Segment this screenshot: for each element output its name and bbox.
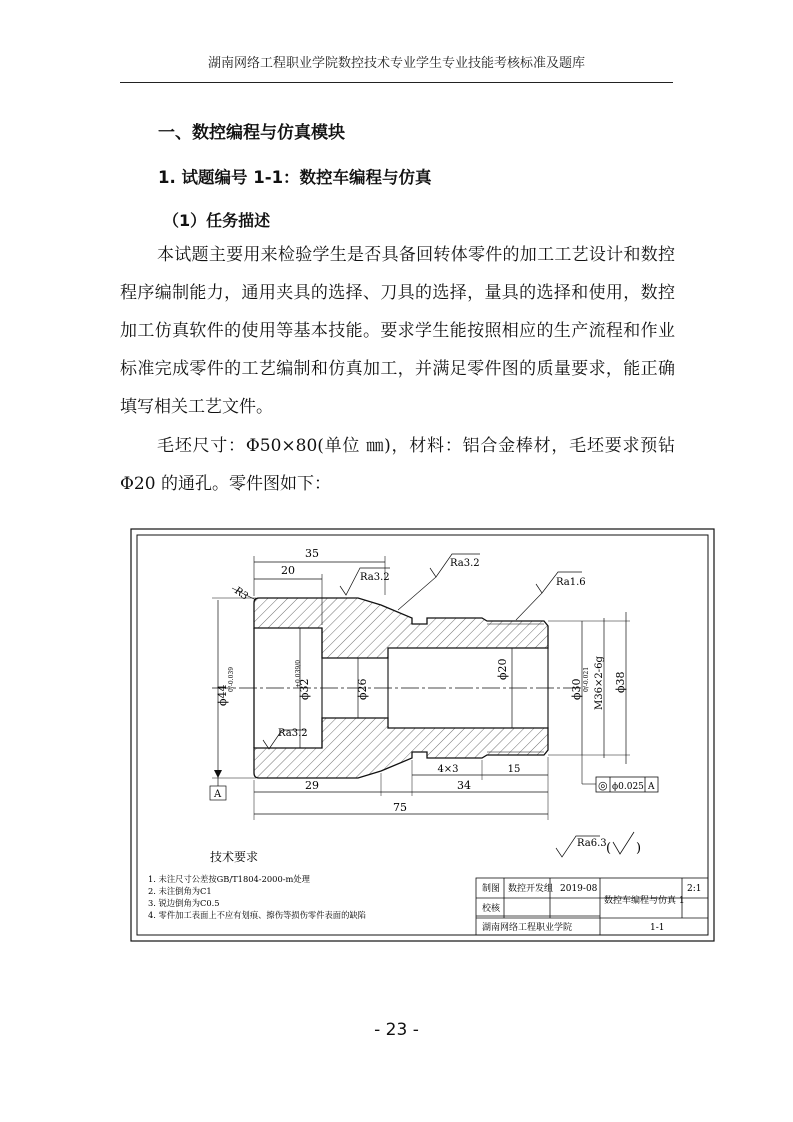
tech-req-title: 技术要求 <box>210 850 259 864</box>
module-heading: 一、数控编程与仿真模块 <box>158 123 345 143</box>
question-heading: 1. 试题编号 1-1：数控车编程与仿真 <box>158 168 432 187</box>
title-block-draw-label: 制图 <box>482 884 501 894</box>
roughness-leader-right <box>516 593 542 620</box>
title-block-date: 2019-08 <box>560 884 598 894</box>
dim-phi20-text: ϕ20 <box>496 658 509 680</box>
title-block-scale: 2:1 <box>687 884 702 894</box>
running-header: 湖南网络工程职业学院数控技术专业学生专业技能考核标准及题库 <box>207 56 585 71</box>
dim-phi30-text: ϕ30 <box>570 678 583 700</box>
header-rule <box>120 82 673 83</box>
title-block-check-label: 校核 <box>482 904 501 914</box>
dim-phi30-tol: 0/-0.021 <box>583 666 590 692</box>
dim-15-text: 15 <box>507 764 521 775</box>
blank-size-paragraph: 毛坯尺寸：Φ50×80(单位 ㎜)，材料：铝合金棒材，毛坯要求预钻Φ20 的通孔。零件图如下： <box>120 436 675 494</box>
tech-req-item-1: 1. 未注尺寸公差按GB/T1804-2000-m处理 <box>148 874 310 884</box>
datum-triangle <box>214 770 222 778</box>
title-block-school: 湖南网络工程职业学院 <box>482 923 573 933</box>
roughness-text-top-left: Ra3.2 <box>360 572 390 583</box>
general-roughness-paren-close: ) <box>636 841 642 856</box>
dim-phi38-text: ϕ38 <box>614 671 627 693</box>
task-description-paragraph: 本试题主要用来检验学生是否具备回转体零件的加工工艺设计和数控程序编制能力，通用夹具的选择、刀具的选择，量具的选择和使用，数控加工仿真软件的使用等基本技能。要求学生能按照相应的生产流程和作业标准完成零件的工艺编制和仿真加工，并满足零件图的质量要求，能正确填写相关工艺文件。 <box>120 245 675 417</box>
roughness-text-top-mid: Ra3.2 <box>450 558 480 569</box>
general-roughness-text: Ra6.3 <box>577 838 607 849</box>
dim-75-text: 75 <box>393 801 407 814</box>
dim-20-text: 20 <box>281 564 295 577</box>
page-number: - 23 - <box>374 1020 419 1040</box>
title-block-part-name: 数控车编程与仿真 1 <box>604 896 685 906</box>
dim-34-text: 34 <box>457 779 471 792</box>
r3-text: R3 <box>232 585 250 603</box>
dim-m36-text: M36×2-6g <box>594 656 605 710</box>
general-roughness-paren-open: ( <box>606 841 612 856</box>
roughness-leader-top-mid <box>398 577 436 610</box>
concentricity-icon: ◎ <box>598 779 608 792</box>
task-heading: （1）任务描述 <box>163 211 271 230</box>
lower-section-wall <box>254 718 548 778</box>
part-drawing <box>130 528 715 943</box>
dim-phi26-text: ϕ26 <box>356 678 369 700</box>
check-mark-icon <box>613 832 634 854</box>
tolerance-value: ϕ0.025 <box>612 782 644 792</box>
datum-label: A <box>214 789 222 800</box>
dim-phi32-text: ϕ32 <box>298 678 311 700</box>
dim-4x3-text: 4×3 <box>437 764 459 775</box>
dim-phi44-text: ϕ44 <box>216 684 229 706</box>
dim-phi44-tol: 0/-0.039 <box>228 666 235 692</box>
roughness-text-bore: Ra3.2 <box>278 728 308 739</box>
title-block-number: 1-1 <box>650 923 665 933</box>
tech-req-item-3: 3. 锐边倒角为C0.5 <box>148 898 220 908</box>
title-block-group: 数控开发组 <box>508 884 554 894</box>
tolerance-datum: A <box>648 782 655 792</box>
dim-35-text: 35 <box>305 547 319 560</box>
dim-29-text: 29 <box>305 779 319 792</box>
dim-phi32-tol: +0.039/0 <box>295 659 302 688</box>
tech-req-item-4: 4. 零件加工表面上不应有划痕、擦伤等损伤零件表面的缺陷 <box>148 910 366 920</box>
roughness-text-right: Ra1.6 <box>556 577 586 588</box>
tech-req-item-2: 2. 未注倒角为C1 <box>148 886 212 896</box>
